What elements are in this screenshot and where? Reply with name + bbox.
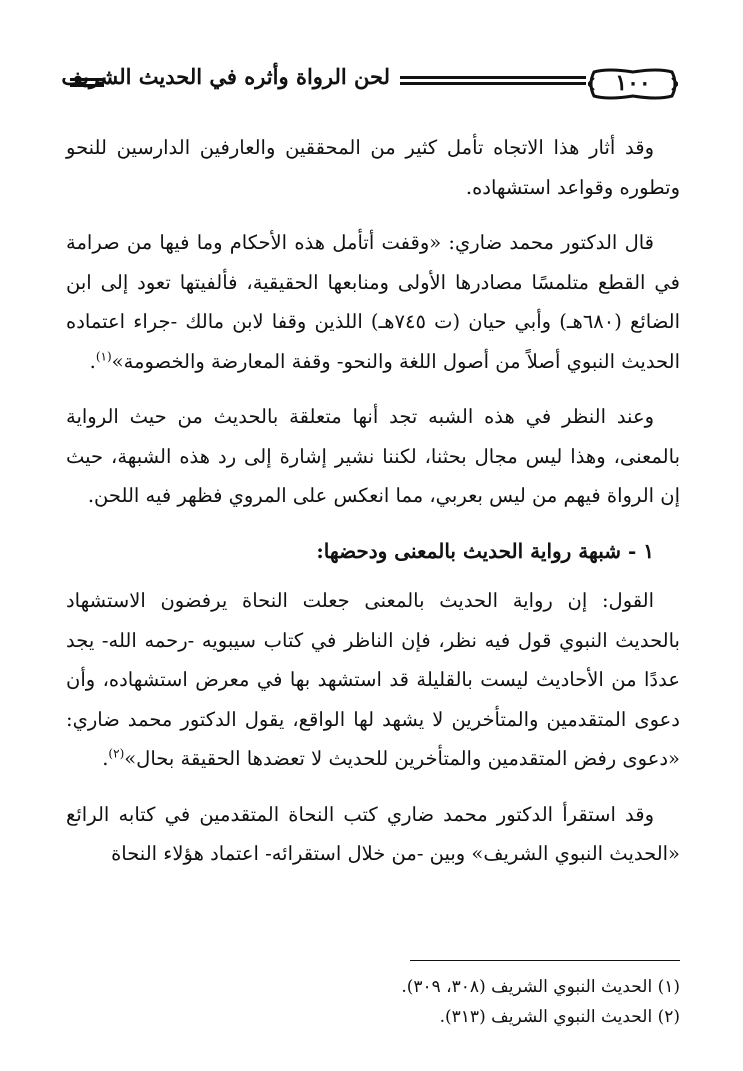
header-rule-right-bottom bbox=[400, 82, 586, 85]
footnote-1: (١) الحديث النبوي الشريف (٣٠٨، ٣٠٩). bbox=[401, 977, 680, 997]
paragraph-5: وقد استقرأ الدكتور محمد ضاري كتب النحاة المتقدمين في كتابه الرائع «الحديث النبوي الشريف» وبين -من خلال استقرائه- اعتماد هؤلاء النحاة bbox=[66, 802, 680, 865]
footnote-divider bbox=[410, 960, 680, 961]
main-text bbox=[66, 128, 680, 890]
running-title: لحن الرواة وأثره في الحديث الشريف bbox=[61, 64, 390, 89]
footnote-2: (٢) الحديث النبوي الشريف (٣١٣). bbox=[439, 1007, 680, 1027]
paragraph-3: وعند النظر في هذه الشبه تجد أنها متعلقة بالحديث من حيث الرواية بالمعنى، وهذا ليس مجال بحثنا، لكننا نشير إشارة إلى رد هذه الشبهة، حيث إن الرواة فيهم من ليس بعربي، مما انعكس على المروي فظهر فيه اللحن. bbox=[66, 405, 680, 507]
footnote-ref-2: (٢) bbox=[108, 746, 125, 761]
paragraph-4: القول: إن رواية الحديث بالمعنى جعلت النحاة يرفضون الاستشهاد بالحديث النبوي قول فيه نظر، فإن الناظر في كتاب سيبويه -رحمه الله- يجد عددًا من الأحاديث ليست بالقليلة قد استشهد بها في معرض استشهاده، وأن دعوى المتقدمين والمتأخرين لا يشهد لها الواقع، يقول الدكتور محمد ضاري: «دعوى رفض المتقدمين والمتأخرين للحديث لا تعضدها الحقيقة بحال»$^{(٢)}$. bbox=[66, 589, 680, 770]
paragraph-2: قال الدكتور محمد ضاري: «وقفت أتأمل هذه الأحكام وما فيها من صرامة في القطع متلمسًا مصادرها الأولى ومنابعها الحقيقية، فألفيتها تعود إلى ابن الضائع (٦٨٠هـ) وأبي حيان (ت ٧٤٥هـ) اللذين وقفا لابن مالك -جراء اعتماده الحديث النبوي أصلاً من أصول اللغة والنحو- وقفة المعارضة والخصومة»$^{(١)}$. bbox=[66, 231, 681, 373]
header-rule-right-top bbox=[400, 76, 586, 79]
page-header bbox=[61, 62, 678, 112]
section-heading: ١ - شبهة رواية الحديث بالمعنى ودحضها: bbox=[316, 538, 654, 563]
paragraph-4-text: القول: إن رواية الحديث بالمعنى جعلت النحاة يرفضون الاستشهاد بالحديث النبوي قول فيه نظر، فإن الناظر في كتاب سيبويه -رحمه الله- يجد عددًا من الأحاديث ليست بالقليلة قد استشهد بها في معرض استشهاده، وأن دعوى المتقدمين والمتأخرين لا يشهد لها الواقع، يقول الدكتور محمد ضاري: «دعوى رفض المتقدمين والمتأخرين للحديث لا تعضدها الحقيقة بحال» bbox=[66, 589, 680, 770]
footnote-ref-1: (١) bbox=[95, 349, 112, 363]
paragraph-1: وقد أثار هذا الاتجاه تأمل كثير من المحققين والعارفين الدارسين للنحو وتطوره وقواعد استشهاده. bbox=[66, 136, 680, 199]
page-number-ornament bbox=[588, 66, 678, 100]
footnotes bbox=[300, 972, 680, 1032]
page-number: ١٠٠ bbox=[615, 70, 651, 96]
paragraph-2-text: قال الدكتور محمد ضاري: «وقفت أتأمل هذه الأحكام وما فيها من صرامة في القطع متلمسًا مصادرها الأولى ومنابعها الحقيقية، فألفيتها تعود إلى ابن الضائع (٦٨٠هـ) وأبي حيان (ت ٧٤٥هـ) اللذين وقفا لابن مالك -جراء اعتماده الحديث النبوي أصلاً من أصول اللغة والنحو- وقفة المعارضة والخصومة» bbox=[66, 231, 681, 373]
